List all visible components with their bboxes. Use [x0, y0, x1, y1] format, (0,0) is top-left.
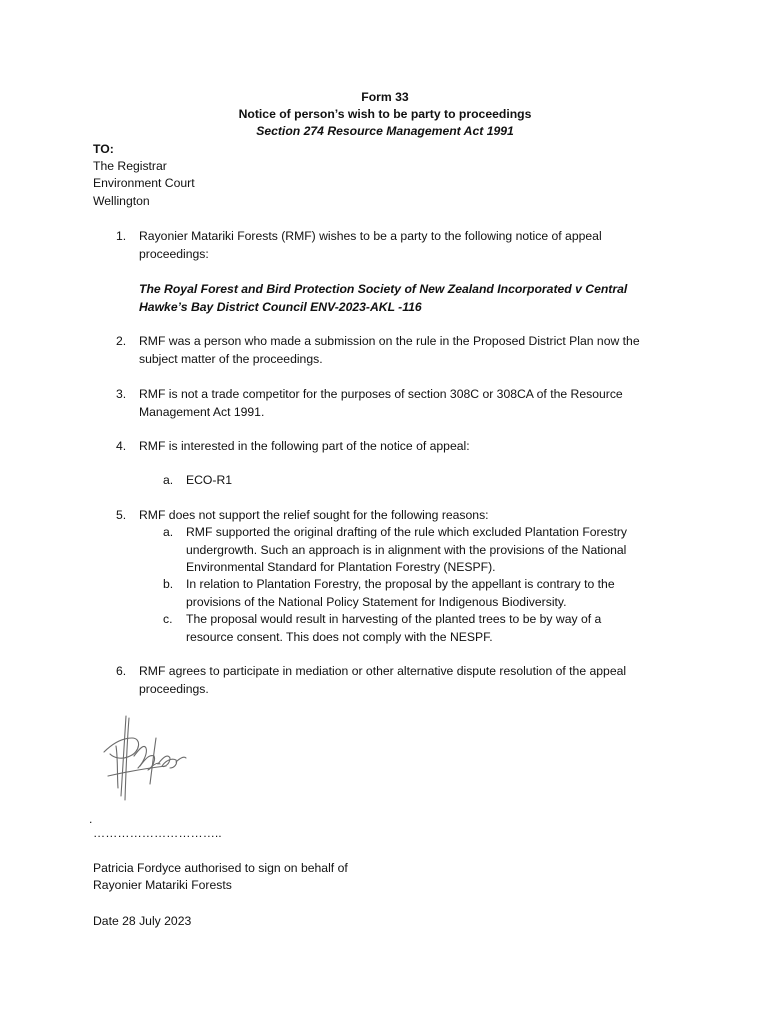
- handwritten-signature: [96, 708, 196, 808]
- sub-item-text: [186, 576, 676, 611]
- sub-item-line: Environmental Standard for Plantation Forestry (NESPF).: [186, 560, 496, 574]
- addressee-line: Environment Court: [93, 176, 195, 190]
- sub-item-letter: a.: [163, 473, 174, 487]
- item-text-line: Management Act 1991.: [139, 404, 265, 419]
- signature-line: …………………………..: [93, 826, 222, 840]
- sub-item-text: [186, 611, 676, 646]
- item-text-line: Rayonier Matariki Forests (RMF) wishes to be a party to the following notice of appeal: [139, 229, 602, 243]
- signatory-line: Patricia Fordyce authorised to sign on behalf of: [93, 861, 348, 875]
- item-text-line: proceedings.: [139, 681, 209, 696]
- notice-title: Notice of person’s wish to be party to proceedings: [238, 107, 532, 121]
- item-number: 2.: [116, 334, 127, 348]
- sub-item-line: The proposal would result in harvesting of the planted trees to be by way of a: [186, 612, 602, 626]
- addressee-line: The Registrar: [93, 159, 167, 173]
- sub-item-line: undergrowth. Such an approach is in alignment with the provisions of the National: [186, 542, 627, 557]
- item-number: 5.: [116, 508, 127, 522]
- addressee-line: Wellington: [93, 194, 150, 208]
- item-text-line: RMF agrees to participate in mediation or other alternative dispute resolution of the appeal: [139, 664, 627, 678]
- item-number: 3.: [116, 387, 127, 401]
- item-text-line: subject matter of the proceedings.: [139, 351, 323, 366]
- signature-date: Date 28 July 2023: [93, 914, 192, 928]
- item-text: [139, 386, 684, 421]
- sub-item-letter: a.: [163, 525, 174, 539]
- item-text: [139, 663, 684, 698]
- item-text: [139, 333, 684, 368]
- signatory-line: Rayonier Matariki Forests: [93, 878, 232, 892]
- item-text-line: RMF is not a trade competitor for the purposes of section 308C or 308CA of the Resource: [139, 387, 623, 401]
- item-number: 6.: [116, 664, 127, 678]
- item-number: 4.: [116, 439, 127, 453]
- item-text: [139, 228, 684, 263]
- item-number: 1.: [116, 229, 127, 243]
- form-title: Form 33: [361, 90, 409, 104]
- sub-item-line: In relation to Plantation Forestry, the proposal by the appellant is contrary to the: [186, 577, 615, 591]
- section-reference: Section 274 Resource Management Act 1991: [256, 124, 514, 138]
- to-label: TO:: [93, 142, 114, 156]
- sub-item-letter: c.: [163, 612, 173, 626]
- case-name-line: The Royal Forest and Bird Protection Society of New Zealand Incorporated v Central: [139, 282, 628, 296]
- item-text: RMF does not support the relief sought for the following reasons:: [139, 508, 489, 522]
- sub-item-letter: b.: [163, 577, 174, 591]
- sub-item-text: ECO-R1: [186, 473, 233, 487]
- case-name-line: Hawke’s Bay District Council ENV-2023-AKL -116: [139, 299, 422, 314]
- sub-item-text: [186, 524, 676, 577]
- sub-item-line: provisions of the National Policy Statement for Indigenous Biodiversity.: [186, 594, 567, 609]
- item-text: RMF is interested in the following part of the notice of appeal:: [139, 439, 470, 453]
- item-text-line: proceedings:: [139, 246, 209, 261]
- stray-dot: .: [89, 812, 93, 826]
- sub-item-line: resource consent. This does not comply with the NESPF.: [186, 629, 493, 644]
- case-name: [139, 281, 684, 316]
- sub-item-line: RMF supported the original drafting of the rule which excluded Plantation Forestry: [186, 525, 628, 539]
- item-text-line: RMF was a person who made a submission on the rule in the Proposed District Plan now the: [139, 334, 640, 348]
